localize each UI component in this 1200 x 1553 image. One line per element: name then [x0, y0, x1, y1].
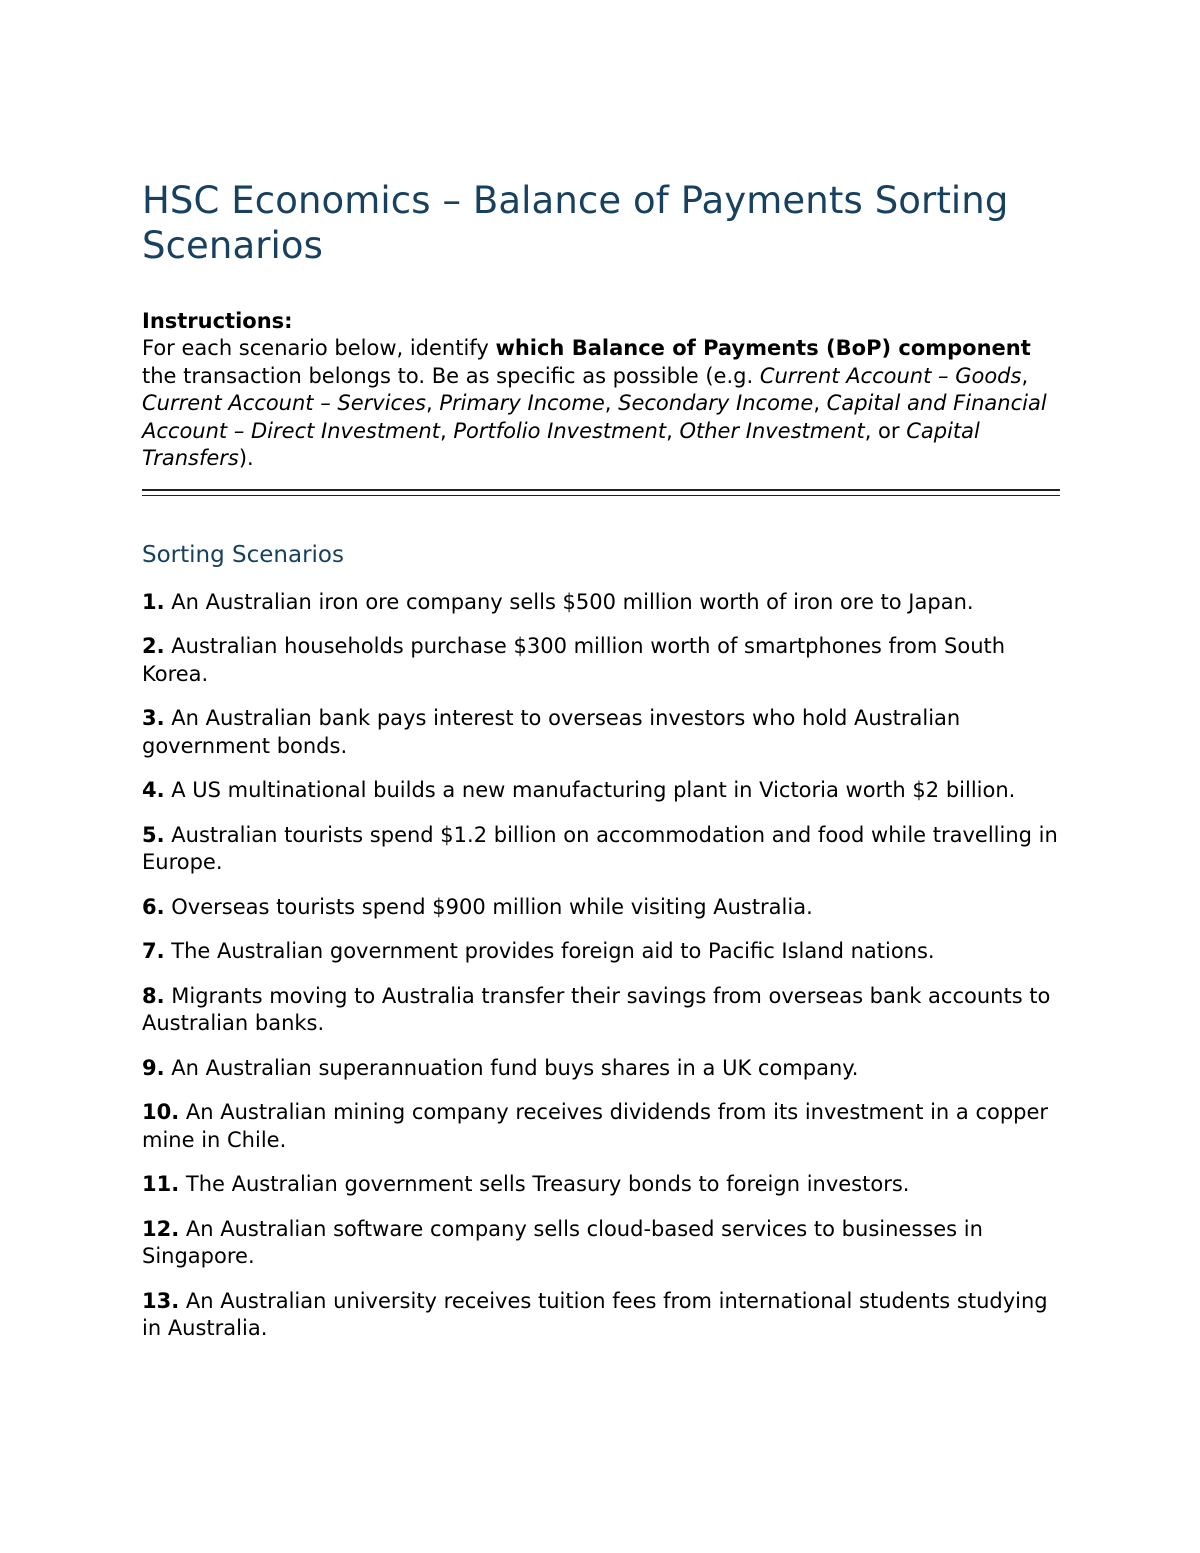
- example-primary-income: Primary Income: [439, 391, 605, 415]
- scenario-item: [142, 1288, 1062, 1343]
- scenario-item: [142, 589, 1062, 617]
- scenario-item: [142, 1055, 1062, 1083]
- scenario-number: 10.: [142, 1100, 180, 1125]
- scenario-text: The Australian government sells Treasury bonds to foreign investors.: [179, 1172, 910, 1197]
- scenario-number: 9.: [142, 1055, 165, 1080]
- scenario-number: 5.: [142, 822, 165, 847]
- example-separator: ,: [1021, 363, 1029, 388]
- scenario-number: 8.: [142, 983, 165, 1008]
- scenario-list: [142, 589, 1062, 1343]
- example-current-goods: Current Account – Goods: [759, 363, 1022, 388]
- example-direct-investment: Capital and Financial Account – Direct Investment: [142, 391, 1047, 443]
- scenario-number: 7.: [142, 939, 165, 964]
- scenario-number: 13.: [142, 1288, 180, 1313]
- example-current-services: Current Account – Services: [142, 391, 426, 415]
- example-separator: ,: [439, 418, 454, 443]
- scenario-item: [142, 1216, 1062, 1271]
- scenario-text: Australian households purchase $300 million worth of smartphones from South Korea.: [142, 634, 1006, 686]
- document-title: HSC Economics – Balance of Payments Sorting Scenarios: [142, 179, 1009, 267]
- example-other-investment: Other Investment: [679, 418, 865, 443]
- example-separator: ,: [813, 391, 827, 415]
- scenario-text: An Australian superannuation fund buys shares in a UK company.: [164, 1055, 859, 1080]
- section-divider: [142, 489, 1060, 496]
- instructions-text: [142, 335, 1062, 473]
- scenario-item: [142, 983, 1062, 1038]
- scenario-item: [142, 822, 1062, 877]
- scenario-text: Australian tourists spend $1.2 billion on accommodation and food while travelling in Europe.: [142, 822, 1058, 875]
- document-page: [142, 178, 1062, 1360]
- scenario-text: An Australian mining company receives dividends from its investment in a copper mine in Chile.: [142, 1100, 1049, 1152]
- scenario-number: 3.: [142, 706, 165, 731]
- scenario-text: The Australian government provides foreign aid to Pacific Island nations.: [164, 939, 935, 964]
- instructions-end: ).: [238, 446, 254, 470]
- scenario-item: [142, 633, 1062, 688]
- scenario-number: 12.: [142, 1216, 180, 1241]
- example-separator: ,: [604, 391, 619, 415]
- scenario-text: An Australian software company sells cloud-based services to businesses in Singapore.: [142, 1216, 983, 1269]
- instructions-part3: the transaction belongs to. Be as specific as possible (e.g.: [142, 363, 760, 388]
- scenario-item: [142, 705, 1062, 760]
- scenario-text: An Australian bank pays interest to overseas investors who hold Australian government bonds.: [142, 706, 961, 758]
- scenario-item: [142, 777, 1062, 805]
- scenario-text: An Australian iron ore company sells $500 million worth of iron ore to Japan.: [164, 589, 974, 614]
- instructions-part1: For each scenario below, identify: [142, 336, 496, 360]
- scenario-item: [142, 1099, 1062, 1154]
- scenario-item: [142, 1171, 1062, 1199]
- scenario-text: A US multinational builds a new manufacturing plant in Victoria worth $2 billion.: [164, 778, 1016, 803]
- scenario-number: 4.: [142, 778, 165, 803]
- scenario-item: [142, 938, 1062, 966]
- example-separator: , or: [864, 418, 907, 443]
- section-heading: Sorting Scenarios: [142, 541, 344, 568]
- scenario-number: 2.: [142, 634, 165, 659]
- instructions-label: Instructions:: [142, 309, 293, 333]
- example-separator: ,: [425, 391, 440, 415]
- scenario-item: [142, 894, 1062, 922]
- scenario-text: Migrants moving to Australia transfer their savings from overseas bank accounts to Australian banks.: [142, 983, 1051, 1036]
- scenario-number: 6.: [142, 894, 165, 919]
- scenario-text: An Australian university receives tuition fees from international students studying in Australia.: [142, 1288, 1048, 1341]
- example-separator: ,: [666, 418, 680, 443]
- scenario-text: Overseas tourists spend $900 million while visiting Australia.: [164, 894, 813, 919]
- scenario-number: 1.: [142, 589, 165, 614]
- scenario-number: 11.: [142, 1172, 180, 1197]
- example-capital-transfers: Capital Transfers: [142, 418, 980, 470]
- example-secondary-income: Secondary Income: [618, 391, 814, 415]
- example-portfolio-investment: Portfolio Investment: [453, 418, 667, 443]
- instructions-emphasis: which Balance of Payments (BoP) component: [495, 336, 1031, 360]
